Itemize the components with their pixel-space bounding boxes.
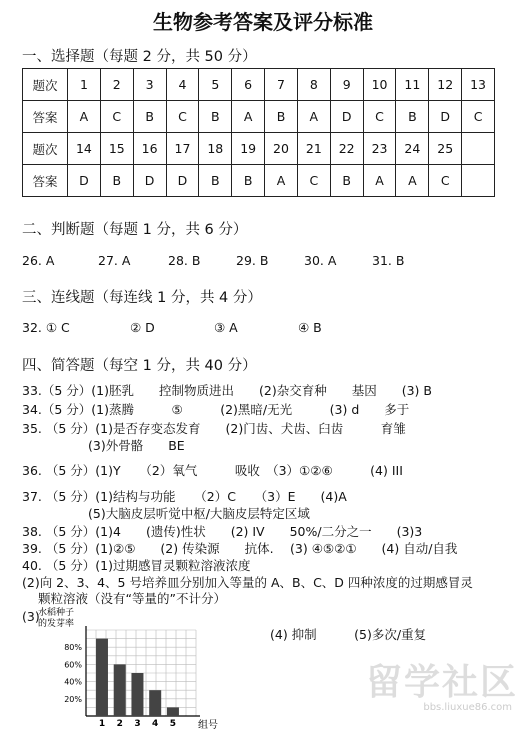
row-label: 题次 xyxy=(23,69,68,101)
answer-40: 40. （5 分）(1)过期感冒灵颗粒溶液浓度 xyxy=(22,558,251,573)
table-cell: A xyxy=(265,165,298,197)
table-cell xyxy=(462,133,495,165)
answer-37-cont: (5)大脑皮层听觉中枢/大脑皮层特定区域 xyxy=(88,506,310,521)
row-label: 答案 xyxy=(23,165,68,197)
table-cell: 4 xyxy=(166,69,199,101)
chart-bars xyxy=(96,639,179,716)
answer-34: 34.（5 分）(1)蒸腾 ⑤ (2)黑暗/无光 (3) d 多于 xyxy=(22,402,410,417)
judge-answer-31: 31. B xyxy=(372,253,405,268)
table-row xyxy=(23,165,495,197)
table-cell: D xyxy=(68,165,101,197)
table-cell: 9 xyxy=(330,69,363,101)
table-cell: 13 xyxy=(462,69,495,101)
table-row xyxy=(23,133,495,165)
chart-ticks xyxy=(64,643,82,704)
table-cell: 24 xyxy=(396,133,429,165)
match-answer-3: ③ A xyxy=(214,320,238,335)
answer-40-part3-label: (3) xyxy=(22,609,40,624)
table-cell: C xyxy=(166,101,199,133)
table-cell: 5 xyxy=(199,69,232,101)
match-answer-1: 32. ① C xyxy=(22,320,70,335)
table-cell: B xyxy=(232,165,265,197)
germination-bar-chart xyxy=(28,604,228,732)
x-tick-label: 4 xyxy=(152,719,159,729)
x-tick-label: 2 xyxy=(116,719,123,729)
table-cell: A xyxy=(297,101,330,133)
table-cell: 16 xyxy=(133,133,166,165)
answer-40-part4-5: (4) 抑制 (5)多次/重复 xyxy=(270,627,427,642)
row-label: 题次 xyxy=(23,133,68,165)
section3-heading: 三、连线题（每连线 1 分，共 4 分） xyxy=(22,290,262,306)
table-cell: 8 xyxy=(297,69,330,101)
table-cell: 1 xyxy=(68,69,101,101)
match-answer-4: ④ B xyxy=(298,320,322,335)
judge-answer-28: 28. B xyxy=(168,253,201,268)
table-cell: 2 xyxy=(100,69,133,101)
section1-heading: 一、选择题（每题 2 分，共 50 分） xyxy=(22,49,257,65)
table-cell: 22 xyxy=(330,133,363,165)
table-cell: 25 xyxy=(429,133,462,165)
section2-heading: 二、判断题（每题 1 分，共 6 分） xyxy=(22,222,248,238)
table-cell: C xyxy=(462,101,495,133)
table-cell: 14 xyxy=(68,133,101,165)
table-cell: D xyxy=(330,101,363,133)
table-cell: 10 xyxy=(363,69,396,101)
table-cell: 3 xyxy=(133,69,166,101)
table-cell: B xyxy=(199,101,232,133)
table-cell: 6 xyxy=(232,69,265,101)
table-cell: 12 xyxy=(429,69,462,101)
match-answer-2: ② D xyxy=(130,320,155,335)
bar-4 xyxy=(149,690,161,716)
table-cell: 11 xyxy=(396,69,429,101)
answer-38: 38. （5 分）(1)4 (遗传)性状 (2) IV 50%/二分之一 (3)3 xyxy=(22,524,423,539)
table-row xyxy=(23,69,495,101)
judge-answer-30: 30. A xyxy=(304,253,337,268)
table-cell: 20 xyxy=(265,133,298,165)
table-cell: D xyxy=(166,165,199,197)
table-cell: C xyxy=(297,165,330,197)
table-row xyxy=(23,101,495,133)
y-tick-label: 40% xyxy=(64,677,82,687)
judge-answer-27: 27. A xyxy=(98,253,131,268)
table-cell: B xyxy=(265,101,298,133)
chart-xlabel: 组号 xyxy=(198,720,218,731)
watermark-url: bbs.liuxue86.com xyxy=(423,702,512,713)
table-cell: B xyxy=(199,165,232,197)
table-cell: 19 xyxy=(232,133,265,165)
watermark-logo: 留学社区 xyxy=(365,662,518,703)
table-cell: B xyxy=(133,101,166,133)
table-cell: 7 xyxy=(265,69,298,101)
answer-35: 35. （5 分）(1)是否存变态发育 (2)门齿、犬齿、臼齿 育雏 xyxy=(22,421,406,436)
table-cell xyxy=(462,165,495,197)
answer-39: 39. （5 分）(1)②⑤ (2) 传染源 抗体. (3) ④⑤②① (4) 自动/自我 xyxy=(22,541,458,556)
table-cell: B xyxy=(396,101,429,133)
answer-35-cont: (3)外骨骼 BE xyxy=(88,438,185,453)
table-cell: A xyxy=(396,165,429,197)
table-cell: 15 xyxy=(100,133,133,165)
answer-40-part2-cont: 颗粒溶液（没有“等量的”不计分） xyxy=(38,591,226,606)
table-cell: 18 xyxy=(199,133,232,165)
bar-5 xyxy=(167,707,179,716)
table-cell: 21 xyxy=(297,133,330,165)
table-cell: B xyxy=(100,165,133,197)
table-cell: A xyxy=(68,101,101,133)
answer-33: 33.（5 分）(1)胚乳 控制物质进出 (2)杂交育种 基因 (3) B xyxy=(22,383,432,398)
table-cell: C xyxy=(100,101,133,133)
table-cell: B xyxy=(330,165,363,197)
chart-x-labels xyxy=(99,719,176,729)
judge-answer-26: 26. A xyxy=(22,253,55,268)
y-tick-label: 60% xyxy=(64,660,82,670)
table-cell: D xyxy=(429,101,462,133)
bar-3 xyxy=(131,673,143,716)
bar-2 xyxy=(114,664,126,716)
y-tick-label: 20% xyxy=(64,694,82,704)
table-cell: D xyxy=(133,165,166,197)
answer-table xyxy=(22,68,495,197)
answer-40-part2: (2)向 2、3、4、5 号培养皿分别加入等量的 A、B、C、D 四种浓度的过期感冒灵 xyxy=(22,575,473,590)
page-title: 生物参考答案及评分标准 xyxy=(153,10,373,34)
x-tick-label: 1 xyxy=(98,719,106,729)
y-tick-label: 80% xyxy=(64,643,82,653)
table-cell: A xyxy=(363,165,396,197)
table-cell: C xyxy=(363,101,396,133)
table-cell: 17 xyxy=(166,133,199,165)
judge-answer-29: 29. B xyxy=(236,253,269,268)
bar-1 xyxy=(96,639,108,716)
section4-heading: 四、简答题（每空 1 分，共 40 分） xyxy=(22,358,257,374)
answer-37: 37. （5 分）(1)结构与功能 （2）C （3）E (4)A xyxy=(22,489,347,504)
row-label: 答案 xyxy=(23,101,68,133)
x-tick-label: 5 xyxy=(169,719,177,729)
answer-36: 36. （5 分）(1)Y （2）氧气 吸收 （3）①②⑥ (4) III xyxy=(22,463,403,478)
x-tick-label: 3 xyxy=(134,719,141,729)
chart-ylabel-line2: 的发芽率 xyxy=(38,619,75,629)
table-cell: 23 xyxy=(363,133,396,165)
table-cell: C xyxy=(429,165,462,197)
chart-ylabel-line1: 水稻种子 xyxy=(38,608,75,618)
table-cell: A xyxy=(232,101,265,133)
